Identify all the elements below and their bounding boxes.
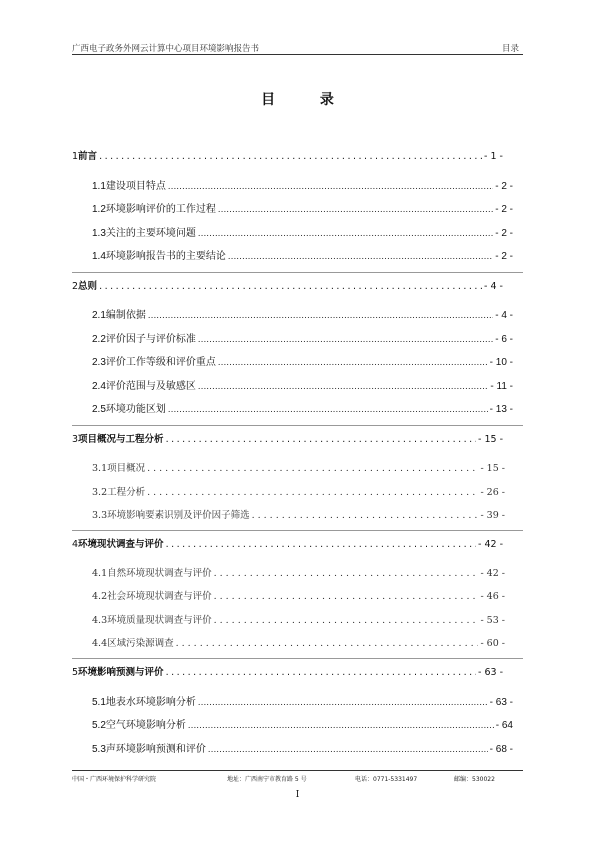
toc-entry-title: 环境功能区划 [105,404,166,415]
toc-entry-title: 声环境影响预测和评价 [105,744,206,755]
toc-entry-page: - 2 - [495,181,513,192]
toc-entry-title: 环境现状调查与评价 [78,539,164,550]
footer-phone: 电话：0771-5331497 [355,776,418,783]
toc-entry-title: 环境影响报告书的主要结论 [105,251,226,262]
toc-entry[interactable] [92,403,523,417]
toc-entry-number: 2.3 [92,357,106,368]
page-footer [72,770,523,781]
toc-entry-title: 评价范围与及敏感区 [105,381,196,392]
toc-entry-title: 项目概况 [107,463,146,474]
toc-entry-number: 3.3 [92,510,108,521]
toc-entry-page: - 46 - [480,591,505,602]
toc-entry-title: 评价因子与评价标准 [105,334,196,345]
toc-entry-number: 5.1 [92,697,106,708]
toc-entry-page: - 1 - [484,151,503,162]
footer-postcode: 邮编：530022 [454,776,495,783]
dot-leader [168,180,493,194]
footer-org: 中国・广西环境保护科学研究院 [72,776,157,783]
toc-entry-page: - 2 - [495,251,513,262]
toc-entry-title: 区域污染源调查 [107,638,174,649]
toc-entry-title: 环境质量现状调查与评价 [107,615,212,626]
toc-entry[interactable] [72,150,523,164]
toc-entry-page: - 39 - [480,510,505,521]
toc-entry-page: - 15 - [478,434,503,445]
toc-entry-page: - 64 [495,720,513,731]
toc-entry[interactable] [92,719,523,733]
toc-entry-number: 5 [72,667,79,678]
section-divider [72,425,523,426]
dot-leader [168,403,488,417]
toc-entry[interactable] [92,203,523,217]
toc-entry[interactable] [92,180,523,194]
toc-entry-title: 前言 [78,151,98,162]
dot-leader [99,280,482,294]
toc-entry-page: - 15 - [480,463,505,474]
dot-leader [252,509,479,523]
page-header [72,40,523,55]
toc-entry-page: - 4 - [495,310,513,321]
toc-entry-page: - 11 - [490,381,513,392]
toc-entry[interactable] [92,486,523,500]
toc-entry-page: - 6 - [495,334,513,345]
toc-entry-title: 环境影响要素识别及评价因子筛选 [107,510,250,521]
toc-entry-page: - 60 - [480,638,505,649]
toc-entry-title: 工程分析 [107,487,146,498]
toc-entry-title: 社会环境现状调查与评价 [107,591,212,602]
toc-entry-number: 2.2 [92,334,106,345]
dot-leader [99,150,482,164]
toc-entry-number: 2.5 [92,404,106,415]
toc-entry-number: 3 [72,434,79,445]
dot-leader [166,433,476,447]
toc-entry[interactable] [72,666,523,680]
toc-entry[interactable] [92,462,523,476]
toc-entry-page: - 2 - [495,204,513,215]
toc-entry[interactable] [92,614,523,628]
toc-entry[interactable] [92,250,523,264]
toc-entry-title: 项目概况与工程分析 [78,434,164,445]
toc-entry[interactable] [72,280,523,294]
toc-entry-page: - 63 - [489,697,513,708]
dot-leader [166,666,476,680]
toc-entry[interactable] [92,590,523,604]
toc-entry-number: 4.4 [92,638,108,649]
toc-entry-page: - 53 - [480,615,505,626]
toc-entry-number: 1.2 [92,204,106,215]
toc-entry-title: 总则 [78,281,98,292]
toc-entry-page: - 63 - [478,667,503,678]
toc-entry-page: - 26 - [480,487,505,498]
toc-entry[interactable] [92,380,523,394]
dot-leader [198,333,493,347]
toc-entry[interactable] [72,538,523,552]
section-divider [72,658,523,659]
toc-entry-number: 1.1 [92,181,106,192]
toc-entry[interactable] [92,567,523,581]
toc-entry-number: 3.1 [92,463,108,474]
toc-entry[interactable] [92,509,523,523]
dot-leader [148,309,493,323]
dot-leader [218,203,493,217]
toc-entry[interactable] [92,743,523,757]
page-title: 目 录 [261,92,354,108]
toc-entry[interactable] [92,356,523,370]
toc-entry-title: 关注的主要环境问题 [105,228,196,239]
toc-entry-page: - 42 - [480,568,505,579]
page-number: I [295,790,300,800]
toc-entry-number: 2.1 [92,310,106,321]
header-section: 目录 [501,44,519,54]
toc-entry-title: 编制依据 [105,310,146,321]
dot-leader [214,614,479,628]
dot-leader [166,538,476,552]
toc-entry-number: 1.3 [92,228,106,239]
toc-entry-page: - 13 - [489,404,513,415]
toc-entry-page: - 10 - [489,357,513,368]
dot-leader [218,356,488,370]
toc-entry[interactable] [72,433,523,447]
section-divider [72,272,523,273]
dot-leader [208,743,488,757]
dot-leader [198,227,493,241]
dot-leader [198,380,488,394]
toc-entry-title: 地表水环境影响分析 [105,697,196,708]
dot-leader [176,637,479,651]
section-divider [72,530,523,531]
toc-entry-number: 3.2 [92,487,108,498]
toc-entry[interactable] [92,696,523,710]
header-doc-title: 广西电子政务外网云计算中心项目环境影响报告书 [72,44,260,54]
toc-entry-title: 自然环境现状调查与评价 [107,568,212,579]
toc-entry-page: - 68 - [489,744,513,755]
toc-entry-title: 空气环境影响分析 [105,720,186,731]
toc-entry-title: 建设项目特点 [105,181,166,192]
dot-leader [147,486,478,500]
footer-address: 地址：广西南宁市教育路 5 号 [227,776,307,783]
toc-entry-title: 环境影响预测与评价 [78,667,164,678]
toc-entry-number: 4 [72,539,79,550]
toc-entry-number: 2 [72,281,79,292]
toc-entry-title: 环境影响评价的工作过程 [105,204,216,215]
toc-entry[interactable] [92,227,523,241]
toc-entry-number: 4.2 [92,591,108,602]
dot-leader [228,250,493,264]
dot-leader [188,719,494,733]
toc-entry[interactable] [92,637,523,651]
dot-leader [214,590,479,604]
toc-entry-number: 2.4 [92,381,106,392]
toc-entry-page: - 4 - [484,281,503,292]
dot-leader [214,567,479,581]
dot-leader [147,462,478,476]
toc-entry-page: - 2 - [495,228,513,239]
toc-entry-title: 评价工作等级和评价重点 [105,357,216,368]
toc-entry-number: 4.1 [92,568,108,579]
toc-entry-number: 1.4 [92,251,106,262]
toc-entry-number: 1 [72,151,79,162]
toc-entry-number: 4.3 [92,615,108,626]
toc-entry-number: 5.2 [92,720,106,731]
toc-entry-page: - 42 - [478,539,503,550]
toc-entry[interactable] [92,309,523,323]
toc-entry-number: 5.3 [92,744,106,755]
toc-entry[interactable] [92,333,523,347]
dot-leader [198,696,488,710]
